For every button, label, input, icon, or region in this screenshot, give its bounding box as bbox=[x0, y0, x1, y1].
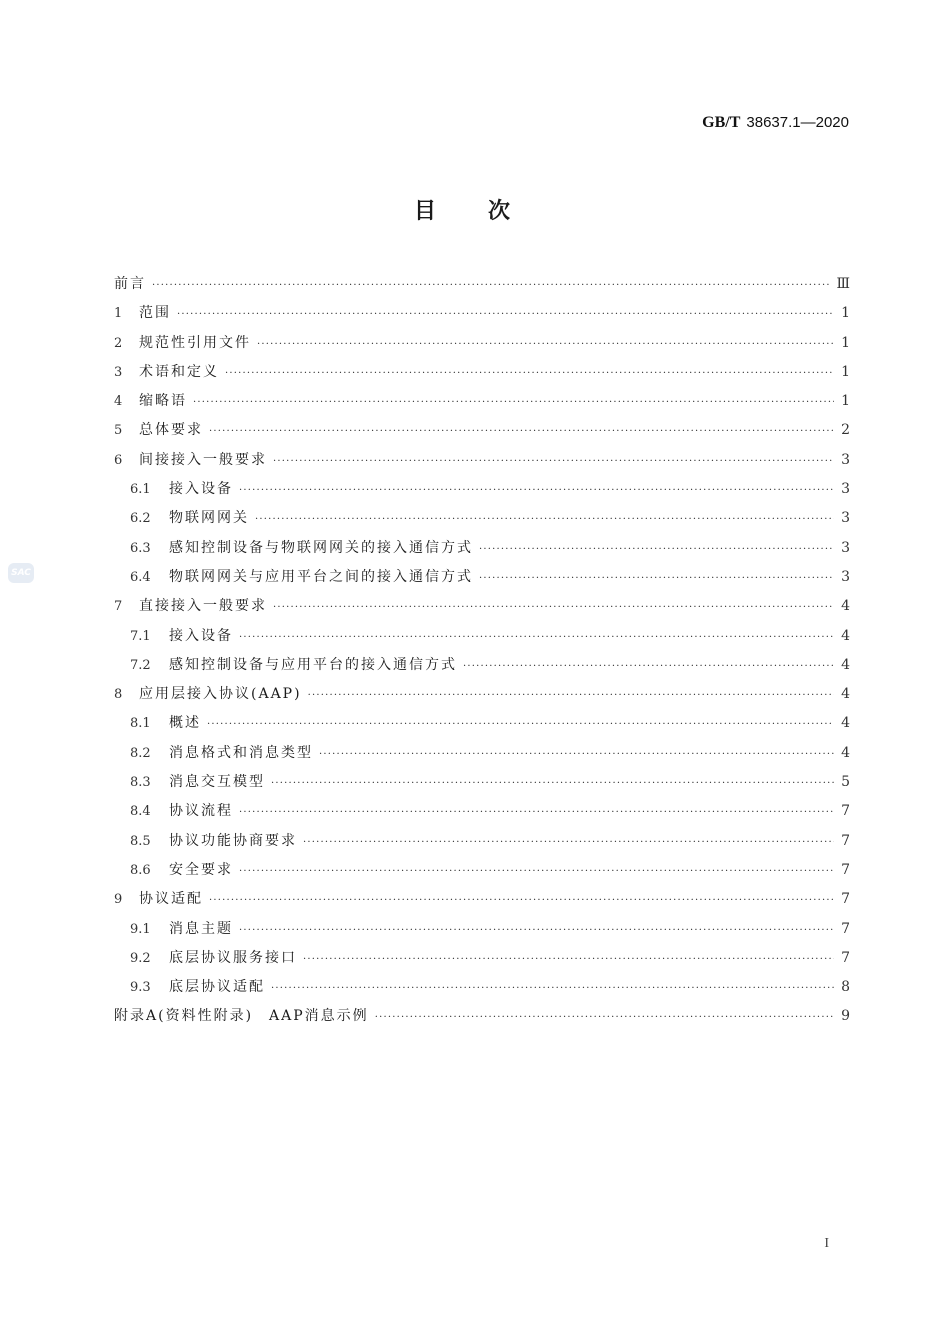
toc-entry-page: 3 bbox=[841, 451, 850, 468]
dot-leader bbox=[177, 300, 834, 329]
toc-entry-number: 7.2 bbox=[130, 657, 151, 673]
toc-entry[interactable] bbox=[114, 270, 850, 299]
toc-entry[interactable] bbox=[114, 944, 850, 973]
dot-leader bbox=[303, 828, 834, 857]
toc-entry[interactable] bbox=[114, 446, 850, 475]
toc-entry[interactable] bbox=[114, 504, 850, 533]
dot-leader bbox=[239, 798, 834, 827]
toc-entry[interactable] bbox=[114, 299, 850, 328]
toc-entry-page: 7 bbox=[841, 803, 850, 820]
toc-entry-page: 7 bbox=[841, 861, 850, 878]
dot-leader bbox=[225, 359, 834, 388]
toc-entry[interactable] bbox=[114, 827, 850, 856]
toc-entry-label: 安全要求 bbox=[169, 861, 233, 878]
dot-leader bbox=[319, 740, 834, 769]
toc-entry-page: 8 bbox=[841, 979, 850, 996]
dot-leader bbox=[308, 681, 834, 710]
toc-entry-label: 总体要求 bbox=[139, 422, 203, 439]
toc-entry-number: 8.3 bbox=[130, 775, 151, 791]
dot-leader bbox=[479, 564, 834, 593]
page-number: I bbox=[824, 1236, 829, 1251]
toc-entry-page: 4 bbox=[841, 686, 850, 703]
toc-entry-page: Ⅲ bbox=[836, 276, 850, 292]
toc-entry[interactable] bbox=[114, 856, 850, 885]
dot-leader bbox=[209, 886, 834, 915]
table-of-contents bbox=[114, 270, 850, 1032]
toc-entry-number: 7 bbox=[114, 599, 123, 615]
toc-entry-number: 9.2 bbox=[130, 950, 151, 966]
toc-entry[interactable] bbox=[114, 915, 850, 944]
toc-entry-label: 消息格式和消息类型 bbox=[169, 744, 313, 761]
toc-entry-page: 4 bbox=[841, 598, 850, 615]
toc-entry-label: 应用层接入协议(AAP) bbox=[139, 686, 302, 703]
dot-leader bbox=[271, 974, 834, 1003]
toc-entry-page: 9 bbox=[841, 1008, 850, 1025]
toc-entry-label: 缩略语 bbox=[139, 393, 187, 410]
toc-entry[interactable] bbox=[114, 739, 850, 768]
toc-entry-label: 前言 bbox=[114, 276, 146, 292]
toc-entry-label: 消息主题 bbox=[169, 920, 233, 937]
dot-leader bbox=[271, 769, 834, 798]
toc-entry-label: 间接接入一般要求 bbox=[139, 451, 267, 468]
toc-entry-page: 7 bbox=[841, 949, 850, 966]
toc-entry-label: 消息交互模型 bbox=[169, 774, 265, 791]
toc-entry-number: 3 bbox=[114, 364, 123, 380]
toc-entry-label: 协议流程 bbox=[169, 803, 233, 820]
dot-leader bbox=[273, 447, 834, 476]
toc-entry-label: 协议功能协商要求 bbox=[169, 832, 297, 849]
toc-entry-number: 8.1 bbox=[130, 716, 151, 732]
toc-entry-page: 3 bbox=[841, 481, 850, 498]
toc-entry-number: 9.3 bbox=[130, 980, 151, 996]
dot-leader bbox=[479, 535, 834, 564]
toc-entry-page: 4 bbox=[841, 715, 850, 732]
toc-entry[interactable] bbox=[114, 797, 850, 826]
toc-entry-number: 9.1 bbox=[130, 921, 151, 937]
dot-leader bbox=[239, 916, 834, 945]
page-title: 目次 bbox=[413, 199, 562, 224]
toc-entry-number: 8 bbox=[114, 687, 123, 703]
toc-entry-number: 5 bbox=[114, 423, 123, 439]
toc-entry-page: 4 bbox=[841, 744, 850, 761]
toc-entry-label: 底层协议适配 bbox=[169, 979, 265, 996]
dot-leader bbox=[209, 417, 834, 446]
dot-leader bbox=[207, 710, 834, 739]
toc-entry-page: 1 bbox=[841, 393, 850, 410]
sac-watermark-icon: SAC bbox=[8, 563, 34, 583]
toc-entry[interactable] bbox=[114, 592, 850, 621]
toc-entry-page: 7 bbox=[841, 832, 850, 849]
toc-entry-number: 8.5 bbox=[130, 833, 151, 849]
toc-entry-label: 概述 bbox=[169, 715, 201, 732]
toc-entry[interactable] bbox=[114, 416, 850, 445]
dot-leader bbox=[239, 857, 834, 886]
toc-entry-number: 8.4 bbox=[130, 804, 151, 820]
toc-entry-label: 附录A(资料性附录) AAP消息示例 bbox=[114, 1008, 369, 1025]
toc-entry-label: 术语和定义 bbox=[139, 363, 219, 380]
toc-entry-number: 7.1 bbox=[130, 628, 151, 644]
toc-entry-page: 1 bbox=[841, 305, 850, 322]
standard-code bbox=[702, 113, 849, 132]
toc-entry-page: 1 bbox=[841, 363, 850, 380]
toc-entry[interactable] bbox=[114, 329, 850, 358]
toc-entry-page: 1 bbox=[841, 334, 850, 351]
toc-entry-number: 8.6 bbox=[130, 862, 151, 878]
toc-entry[interactable] bbox=[114, 768, 850, 797]
toc-entry[interactable] bbox=[114, 885, 850, 914]
dot-leader bbox=[273, 593, 834, 622]
dot-leader bbox=[375, 1003, 834, 1032]
toc-entry-page: 7 bbox=[841, 920, 850, 937]
toc-entry-label: 直接接入一般要求 bbox=[139, 598, 267, 615]
toc-entry-label: 范围 bbox=[139, 305, 171, 322]
toc-entry-label: 感知控制设备与物联网网关的接入通信方式 bbox=[169, 539, 473, 556]
toc-entry-number: 6.3 bbox=[130, 540, 151, 556]
dot-leader bbox=[239, 476, 834, 505]
toc-entry-label: 物联网网关 bbox=[169, 510, 249, 527]
dot-leader bbox=[239, 623, 834, 652]
toc-entry-number: 6 bbox=[114, 452, 123, 468]
toc-entry[interactable] bbox=[114, 563, 850, 592]
toc-entry-label: 物联网网关与应用平台之间的接入通信方式 bbox=[169, 568, 473, 585]
toc-entry-number: 6.2 bbox=[130, 511, 151, 527]
standard-number: 38637.1—2020 bbox=[746, 114, 849, 131]
toc-entry-label: 感知控制设备与应用平台的接入通信方式 bbox=[169, 656, 457, 673]
toc-entry[interactable] bbox=[114, 1002, 850, 1031]
toc-entry-page: 4 bbox=[841, 656, 850, 673]
dot-leader bbox=[152, 271, 830, 300]
toc-entry-number: 8.2 bbox=[130, 745, 151, 761]
toc-entry-number: 4 bbox=[114, 394, 123, 410]
toc-entry-number: 2 bbox=[114, 335, 123, 351]
dot-leader bbox=[255, 505, 834, 534]
toc-entry[interactable] bbox=[114, 651, 850, 680]
toc-entry-number: 6.4 bbox=[130, 569, 151, 585]
toc-entry-label: 接入设备 bbox=[169, 627, 233, 644]
toc-entry-page: 5 bbox=[841, 774, 850, 791]
toc-entry-label: 接入设备 bbox=[169, 481, 233, 498]
toc-entry-number: 9 bbox=[114, 892, 123, 908]
toc-entry[interactable] bbox=[114, 709, 850, 738]
dot-leader bbox=[193, 388, 834, 417]
toc-entry-page: 3 bbox=[841, 568, 850, 585]
toc-entry[interactable] bbox=[114, 622, 850, 651]
toc-entry[interactable] bbox=[114, 680, 850, 709]
dot-leader bbox=[463, 652, 834, 681]
toc-entry[interactable] bbox=[114, 475, 850, 504]
toc-entry-label: 协议适配 bbox=[139, 891, 203, 908]
toc-entry-page: 2 bbox=[841, 422, 850, 439]
toc-entry[interactable] bbox=[114, 973, 850, 1002]
toc-entry-number: 1 bbox=[114, 306, 123, 322]
toc-entry[interactable] bbox=[114, 534, 850, 563]
dot-leader bbox=[257, 330, 834, 359]
standard-prefix: GB/T bbox=[702, 114, 741, 131]
toc-entry[interactable] bbox=[114, 358, 850, 387]
toc-entry-number: 6.1 bbox=[130, 482, 151, 498]
toc-entry-label: 底层协议服务接口 bbox=[169, 949, 297, 966]
toc-entry-label: 规范性引用文件 bbox=[139, 334, 251, 351]
toc-entry-page: 3 bbox=[841, 539, 850, 556]
toc-entry-page: 7 bbox=[841, 891, 850, 908]
toc-entry-page: 3 bbox=[841, 510, 850, 527]
dot-leader bbox=[303, 945, 834, 974]
toc-entry-page: 4 bbox=[841, 627, 850, 644]
toc-entry[interactable] bbox=[114, 387, 850, 416]
